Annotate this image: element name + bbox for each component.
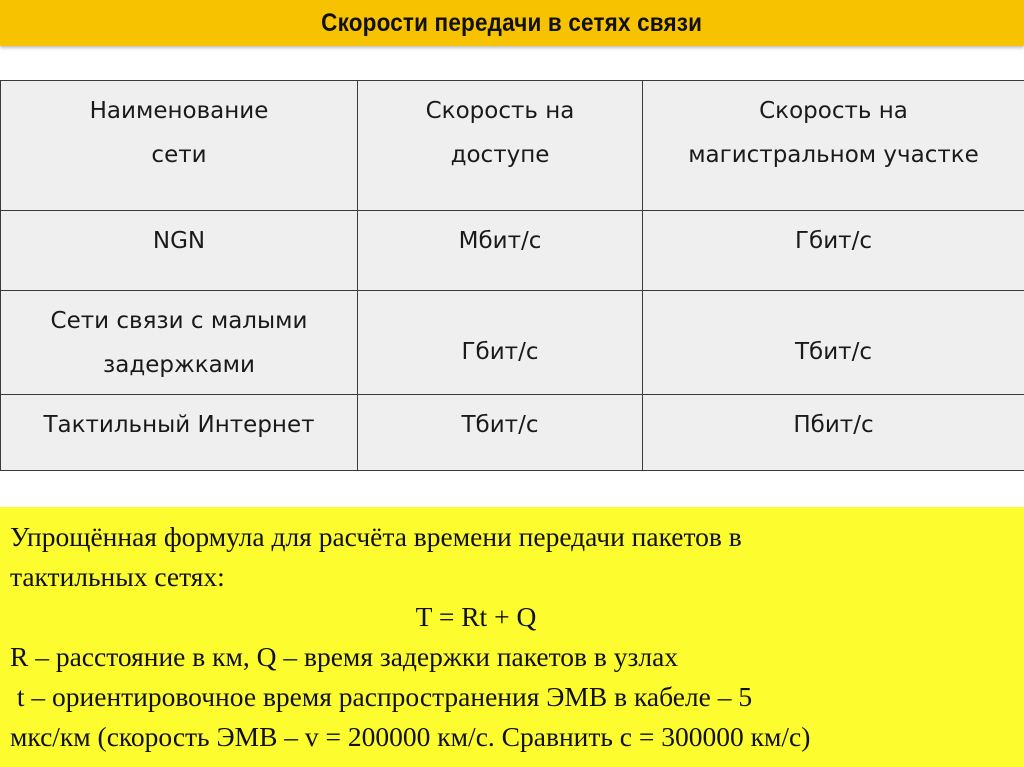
row-tactile-backbone: Пбит/с — [643, 395, 1024, 471]
header-access-speed — [358, 81, 643, 211]
row-ngn-access: Мбит/с — [358, 211, 643, 291]
row-tactile-name — [1, 395, 358, 471]
formula-intro-line1: Упрощённая формула для расчёта времени передачи пакетов в — [10, 521, 742, 552]
row-ngn-name — [1, 211, 358, 291]
header-access-speed-line2: доступе — [450, 142, 550, 168]
table-row — [1, 395, 1024, 471]
header-access-speed-line1: Скорость на — [425, 98, 575, 124]
header-backbone-speed-line1: Скорость на — [759, 98, 908, 124]
table-row — [1, 211, 1024, 291]
row-low-latency-backbone: Тбит/с — [643, 291, 1024, 395]
header-network-name-line1: Наименование — [89, 98, 269, 124]
formula-intro-line2: тактильных сетях: — [10, 561, 225, 592]
formula-box — [0, 507, 1024, 767]
header-network-name — [1, 81, 358, 211]
table-row — [1, 291, 1024, 395]
header-backbone-speed-line2: магистральном участке — [688, 142, 979, 168]
row-tactile-access: Тбит/с — [358, 395, 643, 471]
row-low-latency-name-line1: Сети связи с малыми — [50, 308, 308, 334]
speed-table — [0, 80, 1024, 471]
formula-r-q-definition: R – расстояние в км, Q – время задержки пакетов в узлах — [10, 641, 679, 672]
table-header-row — [1, 81, 1024, 211]
formula-t-definition-line2: мкс/км (скорость ЭМВ – v = 200000 км/с. Сравнить с = 300000 км/с) — [10, 721, 811, 752]
header-backbone-speed — [643, 81, 1024, 211]
row-ngn-backbone: Гбит/с — [643, 211, 1024, 291]
formula-t-definition-line1: t – ориентировочное время распространения ЭМВ в кабеле – 5 — [10, 681, 753, 712]
row-low-latency-access: Гбит/с — [358, 291, 643, 395]
page-title: Скорости передачи в сетях связи — [321, 8, 703, 37]
row-tactile-name-text: Тактильный Интернет — [43, 412, 315, 438]
title-bar — [0, 0, 1024, 46]
row-ngn-name-text: NGN — [152, 228, 206, 254]
row-low-latency-name — [1, 291, 358, 395]
row-low-latency-name-line2: задержками — [103, 352, 255, 378]
formula-equation: T = Rt + Q — [415, 601, 537, 632]
header-network-name-line2: сети — [151, 142, 207, 168]
